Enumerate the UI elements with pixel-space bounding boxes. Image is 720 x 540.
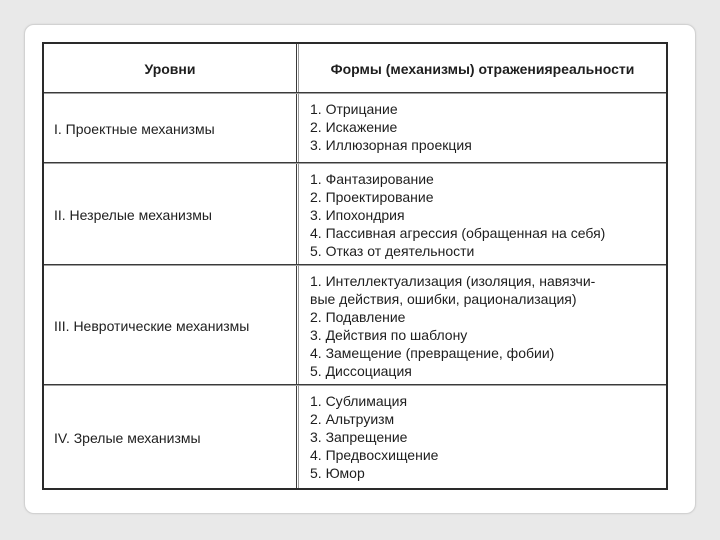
form-item: 2. Искажение — [310, 119, 398, 135]
form-item: 3. Запрещение — [310, 429, 408, 445]
row-forms-3 — [310, 268, 666, 384]
form-item: 2. Подавление — [310, 309, 406, 325]
header-forms — [299, 44, 666, 94]
row-level-2: II. Незрелые механизмы — [54, 207, 212, 223]
form-item: 4. Пассивная агрессия (обращенная на себя) — [310, 225, 606, 241]
form-item: 3. Иллюзорная проекция — [310, 137, 472, 153]
row-level-1: I. Проектные механизмы — [54, 121, 215, 137]
column-divider — [296, 44, 299, 488]
form-item: 5. Диссоциация — [310, 363, 412, 379]
form-item: 2. Проектирование — [310, 189, 434, 205]
row-forms-2 — [310, 166, 666, 264]
header-forms-line2: реальности — [552, 60, 635, 77]
header-levels: Уровни — [144, 61, 196, 77]
row-level-4: IV. Зрелые механизмы — [54, 430, 201, 446]
form-item: 2. Альтруизм — [310, 411, 395, 427]
row-divider — [44, 162, 666, 164]
form-item: 1. Отрицание — [310, 101, 398, 117]
row-forms-4 — [310, 388, 666, 488]
form-item: 3. Действия по шаблону — [310, 327, 468, 343]
form-item: 4. Замещение (превращение, фобии) — [310, 345, 555, 361]
row-forms-1 — [310, 96, 666, 162]
form-item: 4. Предвосхищение — [310, 447, 439, 463]
form-item: 5. Юмор — [310, 465, 365, 481]
form-item: вые действия, ошибки, рационализация) — [310, 291, 577, 307]
header-forms-line1: Формы (механизмы) отражения — [330, 60, 553, 77]
form-item: 1. Сублимация — [310, 393, 408, 409]
row-level-3: III. Невротические механизмы — [54, 318, 250, 334]
row-divider — [44, 264, 666, 266]
form-item: 3. Ипохондрия — [310, 207, 405, 223]
row-divider — [44, 384, 666, 386]
row-divider — [44, 92, 666, 94]
form-item: 5. Отказ от деятельности — [310, 243, 475, 259]
form-item: 1. Фантазирование — [310, 171, 434, 187]
mechanisms-table — [42, 42, 668, 490]
form-item: 1. Интеллектуализация (изоляция, навязчи- — [310, 273, 596, 289]
